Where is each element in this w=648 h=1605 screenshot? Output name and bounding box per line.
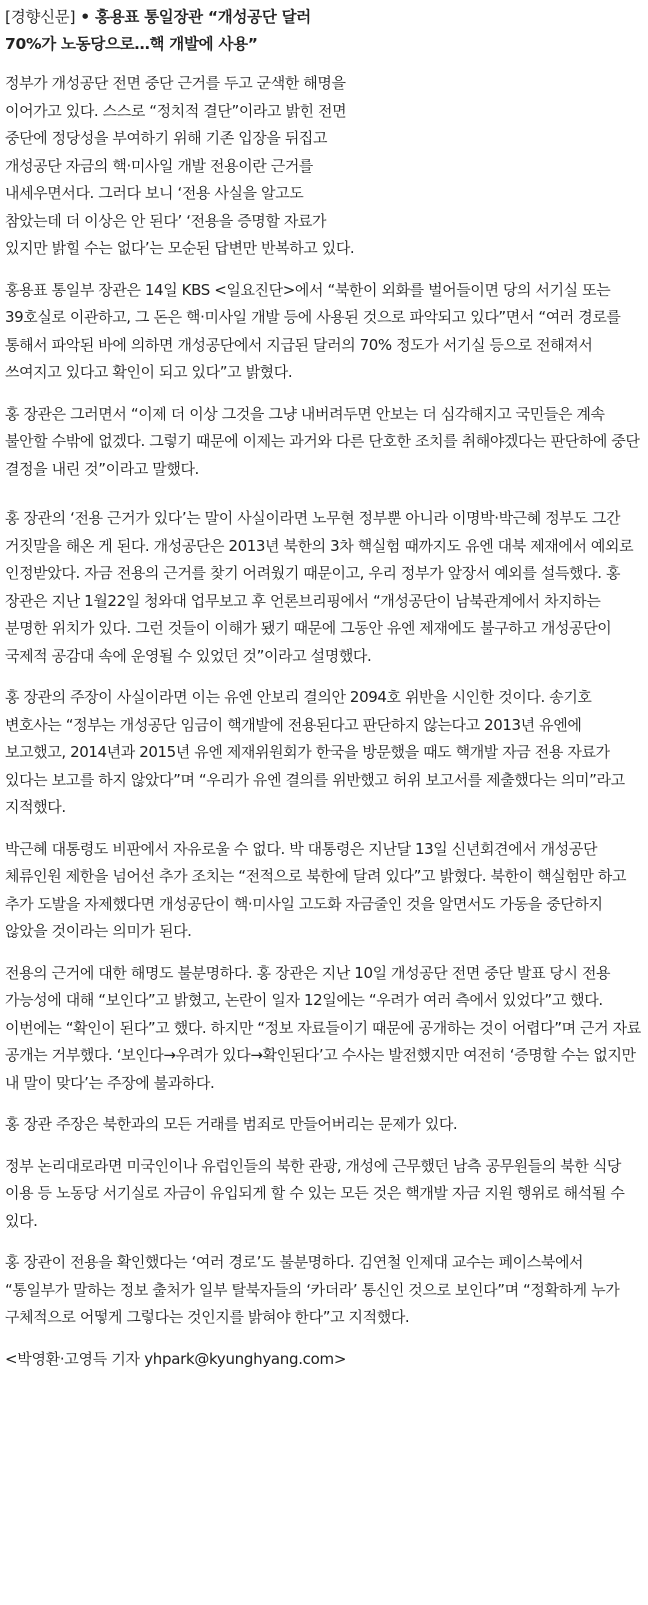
article-headline: [5, 4, 350, 58]
article-title: 홍용표 통일장관 “개성공단 달러 70%가 노동당으로…핵 개발에 사용”: [5, 8, 311, 53]
paragraph: 정부 논리대로라면 미국인이나 유럽인들의 북한 관광, 개성에 근무했던 남측 공무원들의 북한 식당 이용 등 노동당 서기실로 자금이 유입되게 할 수 있는 모든 것은 핵개발 자금 지원 행위로 해석될 수 있다.: [5, 1156, 625, 1230]
paragraph: 홍 장관이 전용을 확인했다는 ‘여러 경로’도 불분명하다. 김연철 인제대 교수는 페이스북에서 “통일부가 말하는 정보 출처가 일부 탈북자들의 ‘카더라’ 통신인 것으로 보인다”며 “정확하게 누가 구체적으로 어떻게 그렇다는 것인지를 밝혀야 한다”고 지적했다.: [5, 1253, 620, 1326]
byline: <박영환·고영득 기자 yhpark@kyunghyang.com>: [5, 1349, 347, 1368]
paragraph: 박근혜 대통령도 비판에서 자유로울 수 없다. 박 대통령은 지난달 13일 신년회견에서 개성공단 체류인원 제한을 넘어선 추가 조치는 “전적으로 북한에 달려 있다”고 밝혔다. 북한이 핵실험만 하고 추가 도발을 자제했다면 개성공단이 핵·미사일 고도화 자금줄인 것을 알면서도 가동을 중단하지 않았을 것이라는 의미가 된다.: [5, 839, 627, 940]
paragraph: 홍 장관의 주장이 사실이라면 이는 유엔 안보리 결의안 2094호 위반을 시인한 것이다. 송기호 변호사는 “정부는 개성공단 임금이 핵개발에 전용된다고 판단하지 않는다고 2013년 유엔에 보고했고, 2014년과 2015년 유엔 제재위원회가 한국을 방문했을 때도 핵개발 자금 전용 자료가 있다는 보고를 하지 않았다”며 “우리가 유엔 결의를 위반했고 허위 보고서를 제출했다는 의미”라고 지적했다.: [5, 688, 625, 816]
paragraph: 홍용표 통일부 장관은 14일 KBS <일요진단>에서 “북한이 외화를 벌어들이면 당의 서기실 또는 39호실로 이관하고, 그 돈은 핵·미사일 개발 등에 사용된 것으로 파악되고 있다”면서 “여러 경로를 통해서 파악된 바에 의하면 개성공단에서 지급된 달러의 70% 정도가 서기실 등으로 전해져서 쓰여지고 있다고 확인이 되고 있다”고 밝혔다.: [5, 280, 621, 381]
paragraph: 홍 장관은 그러면서 “이제 더 이상 그것을 그냥 내버려두면 안보는 더 심각해지고 국민들은 계속 불안할 수밖에 없겠다. 그렇기 때문에 이제는 과거와 다른 단호한 조치를 취해야겠다는 판단하에 중단 결정을 내린 것”이라고 말했다.: [5, 404, 640, 478]
paragraph-lead: 정부가 개성공단 전면 중단 근거를 두고 군색한 해명을 이어가고 있다. 스스로 “정치적 결단”이라고 밝힌 전면 중단에 정당성을 부여하기 위해 기존 입장을 뒤집고 개성공단 자금의 핵·미사일 개발 전용이란 근거를 내세우면서다. 그러다 보니 ‘전용 사실을 알고도 참았는데 더 이상은 안 된다’ ‘전용을 증명할 자료가 있지만 밝힐 수는 없다’는 모순된 답변만 반복하고 있다.: [5, 74, 355, 257]
bullet-glyph: •: [80, 8, 90, 26]
paragraph: 전용의 근거에 대한 해명도 불분명하다. 홍 장관은 지난 10일 개성공단 전면 중단 발표 당시 전용 가능성에 대해 “보인다”고 밝혔고, 논란이 일자 12일에는 “우려가 여러 측에서 있었다”고 했다. 이번에는 “확인이 된다”고 했다. 하지만 “정보 자료들이기 때문에 공개하는 것이 어렵다”며 근거 자료 공개는 거부했다. ‘보인다→우려가 있다→확인된다’고 수사는 발전했지만 여전히 ‘증명할 수는 없지만 내 말이 맞다’는 주장에 불과하다.: [5, 963, 641, 1092]
paragraph: 홍 장관의 ‘전용 근거가 있다’는 말이 사실이라면 노무현 정부뿐 아니라 이명박·박근혜 정부도 그간 거짓말을 해온 게 된다. 개성공단은 2013년 북한의 3차 핵실험 때까지도 유엔 대북 제재에서 예외로 인정받았다. 자금 전용의 근거를 찾기 어려웠기 때문이고, 우리 정부가 앞장서 예외를 설득했다. 홍 장관은 지난 1월22일 청와대 업무보고 후 언론브리핑에서 “개성공단이 남북관계에서 차지하는 분명한 위치가 있다. 그런 것들이 이해가 됐기 때문에 그동안 유엔 제재에도 불구하고 개성공단이 국제적 공감대 속에 운영될 수 있었던 것”이라고 설명했다.: [5, 509, 634, 665]
source-label: [경향신문]: [5, 8, 76, 26]
paragraph: 홍 장관 주장은 북한과의 모든 거래를 범죄로 만들어버리는 문제가 있다.: [5, 1115, 458, 1133]
